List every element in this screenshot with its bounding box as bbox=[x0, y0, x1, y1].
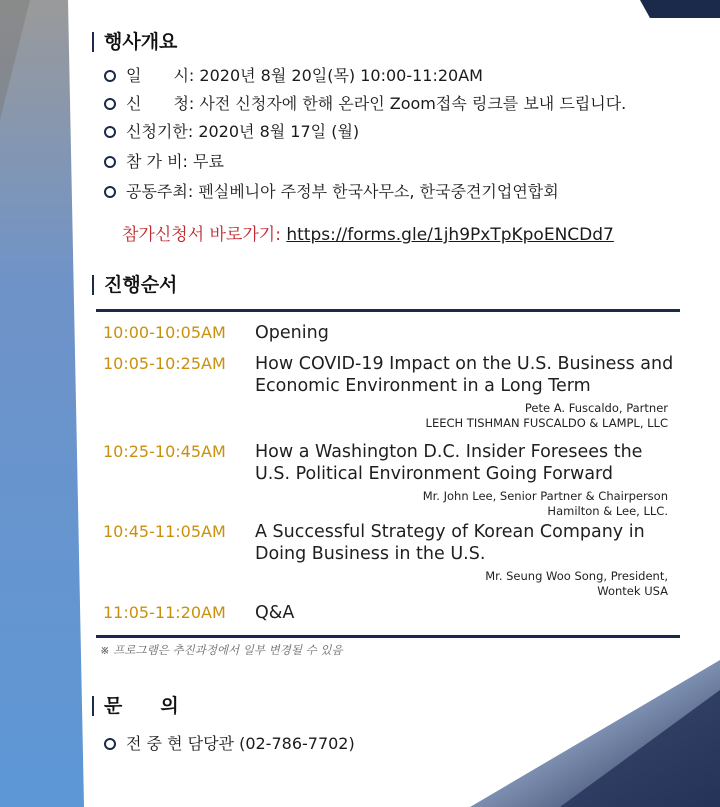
speaker-name: Pete A. Fuscaldo, Partner bbox=[524, 401, 668, 415]
overview-item-registration: 신 청: 사전 신청자에 한해 온라인 Zoom접속 링크를 보내 드립니다. bbox=[104, 94, 626, 114]
program-speaker bbox=[423, 489, 668, 519]
overview-item-value: 무료 bbox=[193, 152, 224, 171]
overview-item-date: 일 시: 2020년 8월 20일(목) 10:00-11:20AM bbox=[104, 66, 483, 86]
bullet-circle-icon bbox=[104, 156, 116, 168]
apply-line bbox=[122, 220, 614, 245]
overview-item-deadline: 신청기한: 2020년 8월 17일 (월) bbox=[104, 122, 359, 142]
program-title: How a Washington D.C. Insider Foresees the U.S. Political Environment Going Forward bbox=[255, 442, 643, 484]
overview-item-label: 신 청 bbox=[126, 94, 189, 113]
program-bottom-rule bbox=[96, 635, 680, 638]
program-title: Opening bbox=[255, 323, 329, 343]
section-title-overview: 행사개요 bbox=[92, 32, 177, 52]
program-title: A Successful Strategy of Korean Company in Doing Business in the U.S. bbox=[255, 522, 645, 564]
bullet-circle-icon bbox=[104, 126, 116, 138]
overview-item-value: 2020년 8월 17일 (월) bbox=[198, 122, 360, 141]
overview-item-value: 2020년 8월 20일(목) 10:00-11:20AM bbox=[199, 66, 483, 85]
speaker-org: Hamilton & Lee, LLC. bbox=[547, 504, 668, 518]
bullet-circle-icon bbox=[104, 738, 116, 750]
contact-value: 전 중 현 담당관 (02-786-7702) bbox=[126, 734, 355, 753]
apply-form-link[interactable]: https://forms.gle/1jh9PxTpKpoENCDd7 bbox=[286, 225, 614, 245]
bullet-circle-icon bbox=[104, 70, 116, 82]
speaker-org: Wontek USA bbox=[597, 584, 668, 598]
program-title: Q&A bbox=[255, 603, 295, 623]
bullet-circle-icon bbox=[104, 98, 116, 110]
program-title: How COVID-19 Impact on the U.S. Business and Economic Environment in a Long Term bbox=[255, 354, 674, 396]
bullet-circle-icon bbox=[104, 186, 116, 198]
section-title-contact: 문 의 bbox=[92, 696, 179, 716]
program-speaker bbox=[426, 401, 668, 431]
program-time: 10:05-10:25AM bbox=[103, 354, 226, 373]
overview-item-label: 신청기한 bbox=[126, 122, 188, 141]
program-top-rule bbox=[96, 309, 680, 312]
program-time: 10:00-10:05AM bbox=[103, 323, 226, 342]
program-time: 11:05-11:20AM bbox=[103, 603, 226, 622]
program-time: 10:45-11:05AM bbox=[103, 522, 226, 541]
overview-item-value: 펜실베니아 주정부 한국사무소, 한국중견기업연합회 bbox=[198, 182, 559, 201]
overview-item-hosts: 공동주최: 펜실베니아 주정부 한국사무소, 한국중견기업연합회 bbox=[104, 182, 559, 202]
speaker-name: Mr. Seung Woo Song, President, bbox=[485, 569, 668, 583]
overview-item-label: 공동주최 bbox=[126, 182, 188, 201]
overview-item-label: 일 시 bbox=[126, 66, 189, 85]
program-time: 10:25-10:45AM bbox=[103, 442, 226, 461]
contact-item bbox=[104, 734, 355, 754]
speaker-org: LEECH TISHMAN FUSCALDO & LAMPL, LLC bbox=[425, 416, 668, 430]
apply-label: 참가신청서 바로가기: bbox=[122, 225, 281, 245]
overview-item-value: 사전 신청자에 한해 온라인 Zoom접속 링크를 보내 드립니다. bbox=[199, 94, 627, 113]
section-title-program: 진행순서 bbox=[92, 275, 177, 295]
overview-item-label: 참 가 비 bbox=[126, 152, 183, 171]
speaker-name: Mr. John Lee, Senior Partner & Chairperson bbox=[422, 489, 668, 503]
program-speaker bbox=[485, 569, 668, 599]
overview-item-fee: 참 가 비: 무료 bbox=[104, 152, 224, 172]
program-note: ※ 프로그램은 추진과정에서 일부 변경될 수 있음 bbox=[100, 643, 343, 657]
